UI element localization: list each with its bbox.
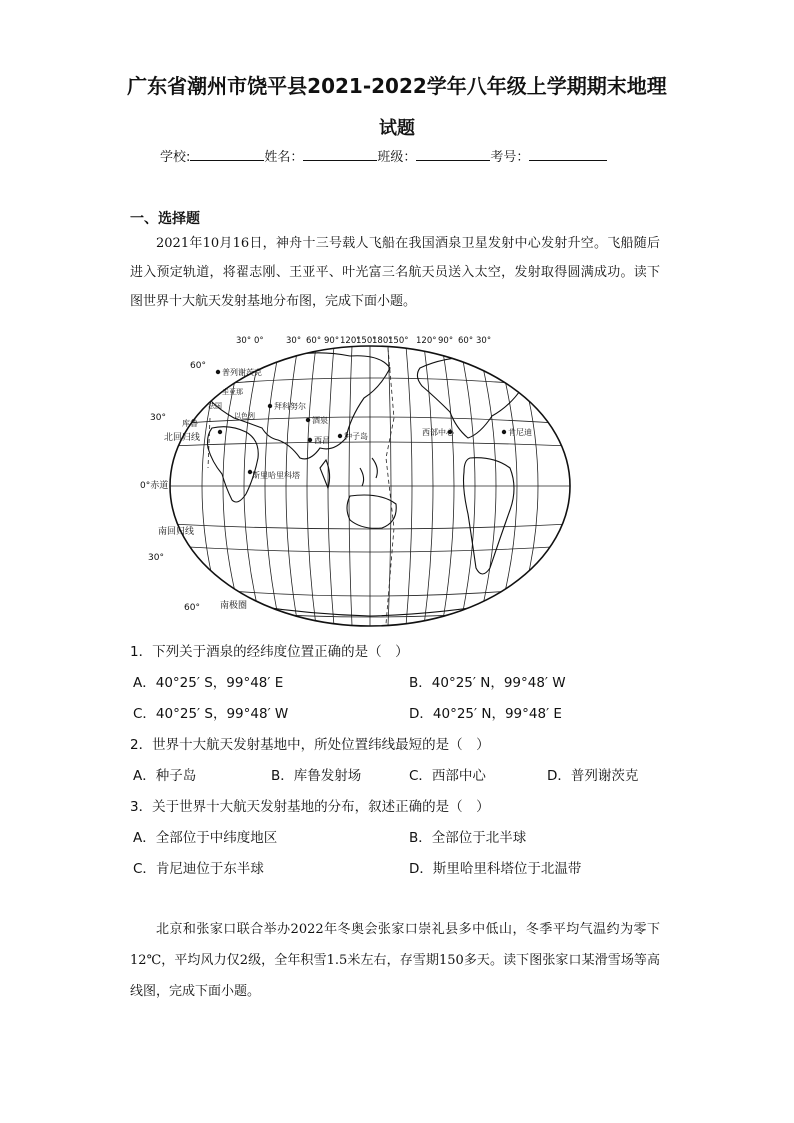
site-xichang-marker <box>308 438 312 442</box>
lat-60s-label: 60° <box>184 603 200 613</box>
lon-label: 120° <box>416 336 437 346</box>
number-label: 考号： <box>490 150 530 165</box>
site-kennedy-marker <box>502 430 506 434</box>
class-label: 班级： <box>377 150 417 165</box>
dashed-line <box>208 418 210 468</box>
student-info-line <box>160 146 607 165</box>
site-plesetsk-marker <box>216 370 220 374</box>
small-label: 以色列 <box>234 412 255 420</box>
equator-label: 0°赤道 <box>140 481 169 491</box>
lon-label: 30° <box>476 336 492 346</box>
longitude-labels <box>236 336 491 346</box>
lon-label: 0° <box>254 336 264 346</box>
lon-label: 120° <box>340 336 361 346</box>
continents <box>207 353 530 616</box>
site-tanegashima-label: 种子岛 <box>344 432 368 441</box>
school-label: 学校: <box>160 150 191 165</box>
site-baikonur-label: 拜科努尔 <box>274 402 306 411</box>
passage-2: 北京和张家口联合举办2022年冬奥会张家口崇礼县多中低山，冬季平均气温约为零下12℃，平均风力仅2级，全年积雪1.5米左右，存雪期150多天。读下图张家口某滑雪场等高线图，完成下面小题。 <box>130 922 660 999</box>
q1-option-c[interactable]: C．40°25′ S，99°48′ W <box>133 706 289 722</box>
name-label: 姓名： <box>264 150 304 165</box>
site-jiuquan-label: 酒泉 <box>312 416 328 425</box>
world-launch-sites-map <box>140 328 580 626</box>
q2-option-d[interactable]: D．普列谢茨克 <box>547 768 639 784</box>
q3-option-d[interactable]: D．斯里哈里科塔位于北温带 <box>409 861 582 877</box>
site-jiuquan-marker <box>306 418 310 422</box>
lat-30n-label: 30° <box>150 413 166 423</box>
site-tanegashima-marker <box>338 434 342 438</box>
lon-label: 60° <box>458 336 474 346</box>
question-3-stem: 3．关于世界十大航天发射基地的分布，叙述正确的是（ ） <box>130 799 490 815</box>
lon-label: 150° <box>388 336 409 346</box>
small-label: 圭亚那 <box>222 388 243 396</box>
q3-option-a[interactable]: A．全部位于中纬度地区 <box>133 830 278 846</box>
tropic-cancer-label: 北回归线 <box>164 433 201 443</box>
q1-option-b[interactable]: B．40°25′ N，99°48′ W <box>409 675 566 691</box>
q1-option-d[interactable]: D．40°25′ N，99°48′ E <box>409 706 562 722</box>
site-kennedy-label: 肯尼迪 <box>508 428 532 437</box>
lon-label: 90° <box>324 336 340 346</box>
number-blank[interactable] <box>529 147 607 161</box>
tropic-capricorn-label: 南回归线 <box>158 527 195 537</box>
lon-label: 30° <box>286 336 302 346</box>
site-kourou-label: 库鲁 <box>182 419 198 428</box>
lon-label: 150° <box>356 336 377 346</box>
page-title-line2: 试题 <box>379 118 415 139</box>
section-title: 一、选择题 <box>130 211 200 227</box>
q2-option-b[interactable]: B．库鲁发射场 <box>271 768 362 784</box>
class-blank[interactable] <box>416 147 490 161</box>
school-blank[interactable] <box>190 147 264 161</box>
lon-label: 90° <box>438 336 454 346</box>
lon-label: 60° <box>306 336 322 346</box>
site-xichang-label: 西昌 <box>314 436 330 445</box>
name-blank[interactable] <box>303 147 377 161</box>
small-label: 法国 <box>208 402 222 410</box>
page-title: 广东省潮州市饶平县2021-2022学年八年级上学期期末地理 <box>127 74 667 98</box>
site-western-center-label: 西部中心 <box>422 428 454 437</box>
site-plesetsk-label: 普列谢茨克 <box>222 368 262 377</box>
lat-60n-label: 60° <box>190 361 206 371</box>
lat-30s-label: 30° <box>148 553 164 563</box>
question-2-stem: 2．世界十大航天发射基地中，所处位置纬线最短的是（ ） <box>130 737 490 753</box>
passage-1: 2021年10月16日，神舟十三号载人飞船在我国酒泉卫星发射中心发射升空。飞船随后进入预定轨道，将翟志刚、王亚平、叶光富三名航天员送入太空，发射取得圆满成功。读下图世界十大航天发射基地分布图，完成下面小题。 <box>130 236 660 309</box>
q3-option-c[interactable]: C．肯尼迪位于东半球 <box>133 861 264 877</box>
lon-label: 30° <box>236 336 252 346</box>
question-1-stem: 1．下列关于酒泉的经纬度位置正确的是（ ） <box>130 644 409 660</box>
site-baikonur-marker <box>268 404 272 408</box>
q1-option-a[interactable]: A．40°25′ S，99°48′ E <box>133 675 284 691</box>
site-sriharikota-label: 斯里哈里科塔 <box>252 471 300 480</box>
antarctic-circle-label: 南极圈 <box>220 601 248 611</box>
lon-label: 180° <box>372 336 393 346</box>
site-kourou-marker <box>218 430 222 434</box>
q3-option-b[interactable]: B．全部位于北半球 <box>409 830 527 846</box>
q2-option-c[interactable]: C．西部中心 <box>409 768 486 784</box>
q2-option-a[interactable]: A．种子岛 <box>133 768 197 784</box>
